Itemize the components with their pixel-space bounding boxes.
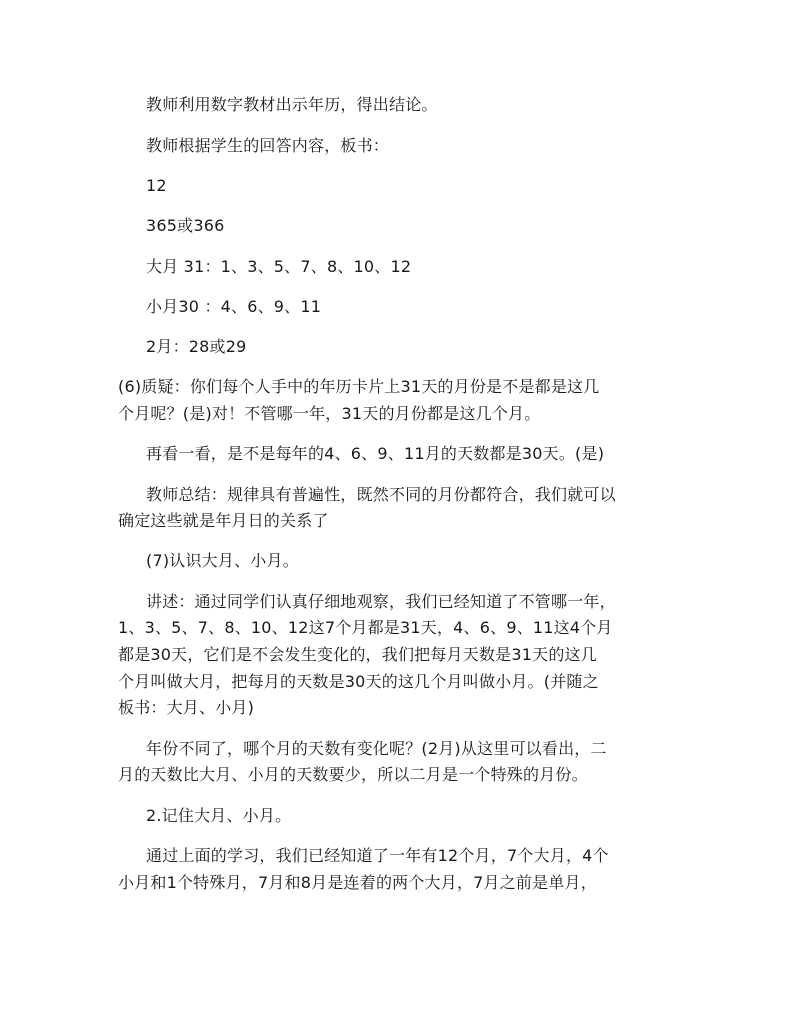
paragraph-line-review-2: 小月和1个特殊月，7月和8月是连着的两个大月，7月之前是单月， [118,873,597,892]
paragraph-line-1: 教师利用数字教材出示年历，得出结论。 [146,95,438,114]
paragraph-line-year-1: 年份不同了，哪个月的天数有变化呢？(2月)从这里可以看出，二 [146,739,607,758]
paragraph-line-year-2: 月的天数比大月、小月的天数要少，所以二月是一个特殊的月份。 [118,765,588,784]
paragraph-line-summary-2: 确定这些就是年月日的关系了 [118,511,329,530]
board-line-small-month: 小月30 ：4、6、9、11 [146,297,322,316]
board-line-big-month: 大月 31：1、3、5、7、8、10、12 [146,257,412,276]
section-heading-2: 2.记住大月、小月。 [146,806,292,825]
paragraph-line-lecture-1: 讲述：通过同学们认真仔细地观察，我们已经知道了不管哪一年， [146,592,616,611]
paragraph-line-lecture-3: 都是30天，它们是不会发生变化的，我们把每月天数是31天的这几 [118,645,597,664]
section-heading-7: (7)认识大月、小月。 [146,551,299,570]
paragraph-line-question-1: (6)质疑：你们每个人手中的年历卡片上31天的月份是不是都是这几 [118,377,600,396]
paragraph-line-lecture-5: 板书：大月、小月) [118,698,255,717]
paragraph-line-lecture-2: 1、3、5、7、8、10、12这7个月都是31天，4、6、9、11这4个月 [118,618,613,637]
paragraph-line-review-1: 通过上面的学习，我们已经知道了一年有12个月，7个大月，4个 [146,846,609,865]
board-line-12: 12 [146,176,167,195]
board-line-days: 365或366 [146,216,225,235]
paragraph-line-summary-1: 教师总结：规律具有普遍性，既然不同的月份都符合，我们就可以 [146,485,616,504]
board-line-february: 2月：28或29 [146,337,247,356]
paragraph-line-question-2: 个月呢？(是)对！不管哪一年，31天的月份都是这几个月。 [118,404,541,423]
paragraph-line-lecture-4: 个月叫做大月，把每月的天数是30天的这几个月叫做小月。(并随之 [118,672,599,691]
paragraph-line-recheck: 再看一看，是不是每年的4、6、9、11月的天数都是30天。(是) [146,444,605,463]
paragraph-line-2: 教师根据学生的回答内容，板书： [146,136,390,155]
